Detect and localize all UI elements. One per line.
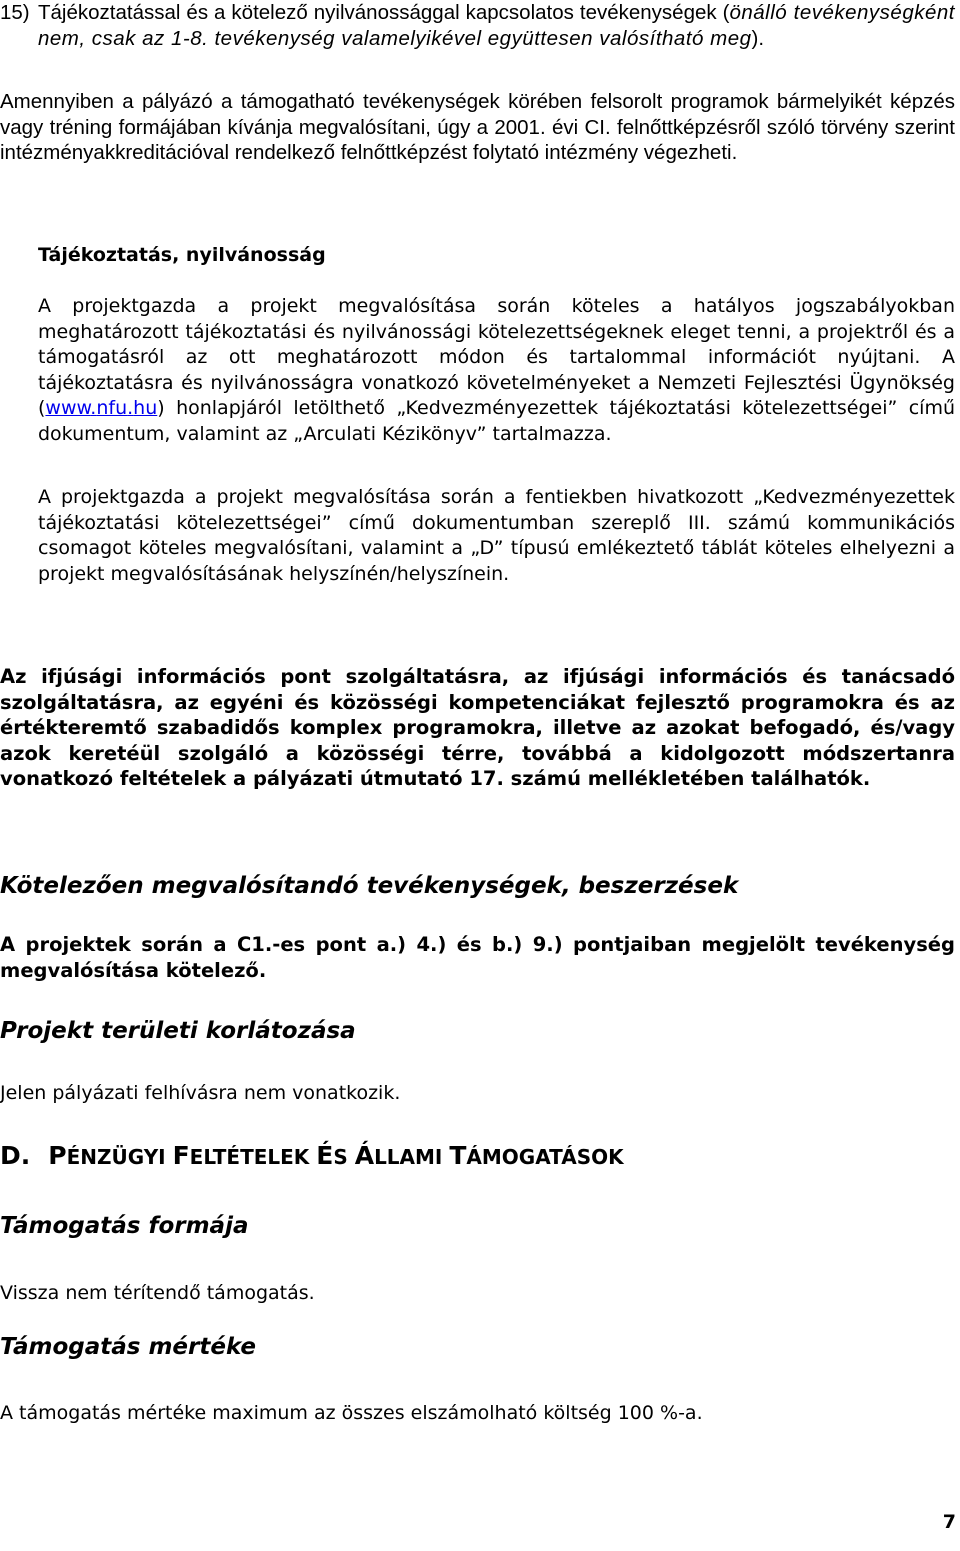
paragraph-teruleti: Jelen pályázati felhívásra nem vonatkozik. (0, 1082, 401, 1104)
paragraph-forma: Vissza nem térítendő támogatás. (0, 1282, 315, 1304)
list-item-15 (0, 0, 955, 51)
page-number: 7 (942, 1511, 956, 1533)
list-item-number: 15) (0, 1, 30, 24)
paragraph-amennyiben: Amennyiben a pályázó a támogatható tevékenységek körében felsorolt programok bármelyikét képzés vagy tréning formájában kívánja megvalósítani, úgy a 2001. évi CI. felnőttképzésről szóló törvény szerint intézményakkreditációval rendelkező felnőttképzést folytató intézmény végezheti. (0, 90, 955, 164)
paragraph-mertek: A támogatás mértéke maximum az összes elszámolható költség 100 %-a. (0, 1402, 703, 1424)
subsection-heading-tajekoztatas: Tájékoztatás, nyilvánosság (38, 244, 326, 266)
paragraph-kotelezo: A projektek során a C1.-es pont a.) 4.) és b.) 9.) pontjaiban megjelölt tevékenység megvalósítása kötelező. (0, 933, 955, 982)
section-heading-mertek: Támogatás mértéke (0, 1334, 257, 1360)
section-heading-teruleti: Projekt területi korlátozása (0, 1018, 356, 1044)
section-heading-forma: Támogatás formája (0, 1213, 249, 1239)
paragraph-projektgazda-1: A projektgazda a projekt megvalósítása során köteles a hatályos jogszabályokban meghatározott tájékoztatási és nyilvánossági kötelezettségeknek eleget tenni, a projektről és a támogatásról az ott meghatározott módon és tartalommal információt nyújtani. A tájékoztatásra és nyilvánosságra vonatkozó követelményeket a Nemzeti Fejlesztési Ügynökség (www.nfu.hu) honlapjáról letölthető „Kedvezményezettek tájékoztatási kötelezettségei” című dokumentum, valamint az „Arculati Kézikönyv” tartalmazza. (38, 295, 955, 445)
section-heading-kotelezo: Kötelezően megvalósítandó tevékenységek, beszerzések (0, 873, 739, 899)
nfu-website-link[interactable]: www.nfu.hu (45, 397, 158, 419)
paragraph-projektgazda-2: A projektgazda a projekt megvalósítása során a fentiekben hivatkozott „Kedvezményezettek tájékoztatási kötelezettségei” című dokumentumban szereplő III. számú kommunikációs csomagot köteles megvalósítani, valamint a „D” típusú emlékeztető táblát köteles elhelyezni a projekt megvalósításának helyszínén/helyszínein. (38, 486, 955, 585)
italic-note: önálló tevékenységként nem, csak az 1-8. tevékenység valamelyikével együttesen valósítható meg (38, 1, 955, 50)
chapter-heading-d: D. PÉNZÜGYI FELTÉTELEK ÉS ÁLLAMI TÁMOGATÁSOK (0, 1141, 624, 1170)
list-item-text: Tájékoztatással és a kötelező nyilvánossággal kapcsolatos tevékenységek (önálló tevékenységként nem, csak az 1-8. tevékenység valamelyikével együttesen valósítható meg). (38, 1, 955, 50)
paragraph-ifjusagi: Az ifjúsági információs pont szolgáltatásra, az ifjúsági információs és tanácsadó szolgáltatásra, az egyéni és közösségi kompetenciákat fejlesztő programokra és az értékteremtő szabadidős komplex programokra, illetve az azokat befogadó, és/vagy azok keretéül szolgáló a közösségi térre, továbbá a kidolgozott módszertanra vonatkozó feltételek a pályázati útmutató 17. számú mellékletében találhatók. (0, 665, 955, 790)
